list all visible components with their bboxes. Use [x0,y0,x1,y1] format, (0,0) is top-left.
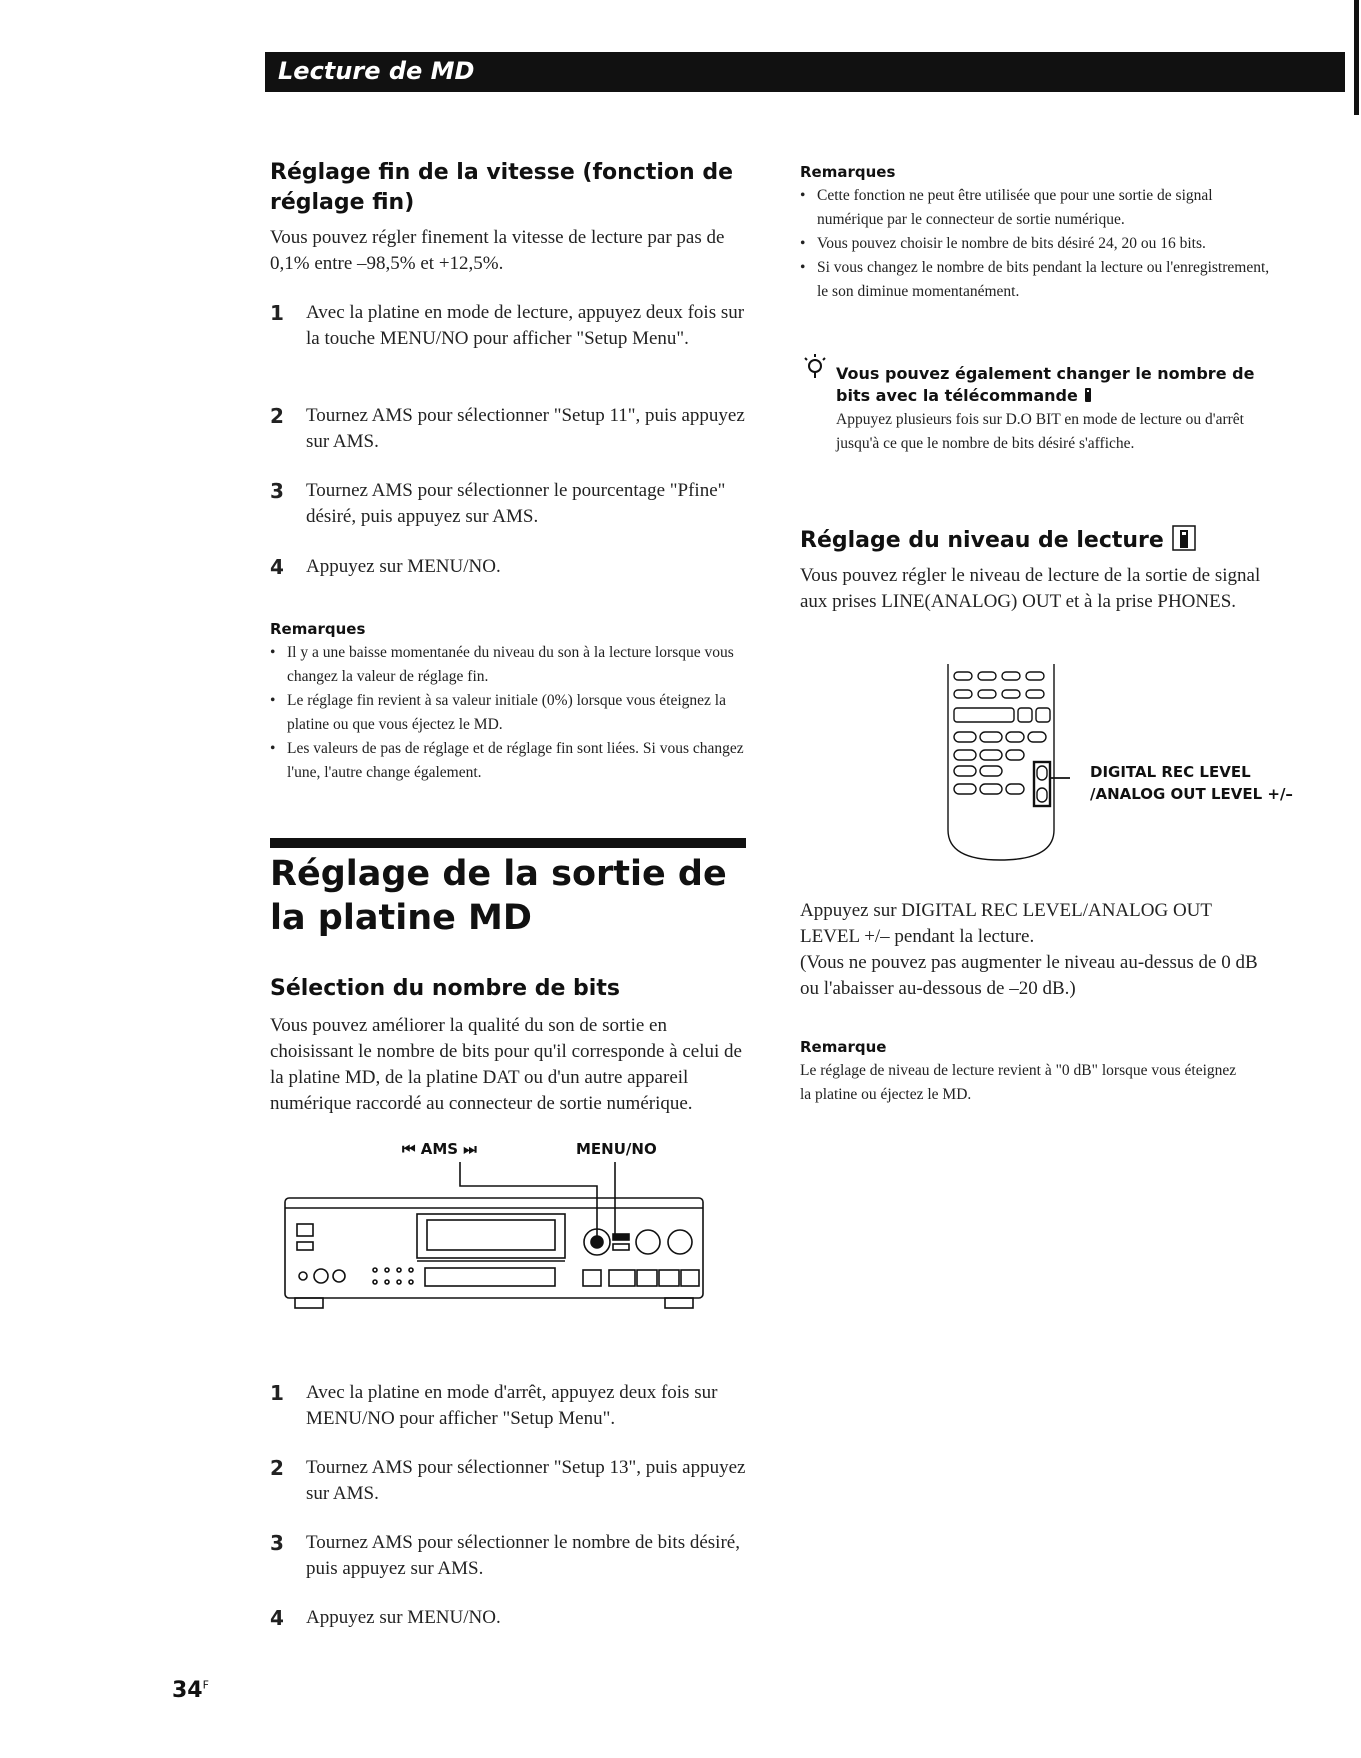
step-number: 4 [270,1606,284,1630]
callout-line-2: /ANALOG OUT LEVEL +/– [1090,785,1293,803]
menu-no-label: MENU/NO [576,1140,657,1158]
note-item: • Le réglage fin revient à sa valeur initiale (0%) lorsque vous éteignez la platine ou que vous éjectez le MD. [268,689,748,737]
step-text: Avec la platine en mode de lecture, appuyez deux fois sur la touche MENU/NO pour afficher "Setup Menu". [306,302,745,349]
step-text: Tournez AMS pour sélectionner le nombre de bits désiré, puis appuyez sur AMS. [306,1532,740,1579]
note-item: • Les valeurs de pas de réglage et de réglage fin sont liées. Si vous changez l'une, l'autre change également. [268,737,748,785]
note-item: • Si vous changez le nombre de bits pendant la lecture ou l'enregistrement, le son diminue momentanément. [798,256,1270,304]
level-range-note: (Vous ne pouvez pas augmenter le niveau au-dessus de 0 dB ou l'abaisser au-dessous de –20 dB.) [800,952,1258,999]
level-intro: Vous pouvez régler le niveau de lecture de la sortie de signal aux prises LINE(ANALOG) OUT et à la prise PHONES. [800,565,1261,612]
lightbulb-tip-icon [800,352,830,382]
page-number-value: 34 [172,1678,203,1703]
note-item: • Il y a une baisse momentanée du niveau du son à la lecture lorsque vous changez la valeur de réglage fin. [268,641,748,689]
section-rule [270,838,746,848]
output-section-title: Réglage de la sortie de la platine MD [270,854,727,938]
step-text: Appuyez sur MENU/NO. [306,1607,501,1628]
step-text: Tournez AMS pour sélectionner "Setup 11", puis appuyez sur AMS. [306,405,745,452]
level-remark-heading: Remarque [800,1038,887,1056]
step-number: 1 [270,301,284,325]
step-number: 1 [270,1381,284,1405]
step-number: 2 [270,404,284,428]
level-instructions: Appuyez sur DIGITAL REC LEVEL/ANALOG OUT LEVEL +/– pendant la lecture. [800,900,1212,947]
step-text: Tournez AMS pour sélectionner "Setup 13", puis appuyez sur AMS. [306,1457,746,1504]
md-deck-illustration [275,1158,715,1326]
fine-notes-heading: Remarques [270,620,366,638]
bits-intro: Vous pouvez améliorer la qualité du son de sortie en choisissant le nombre de bits pour qu'il corresponde à celui de la platine MD, de la platine DAT ou d'un autre appareil numérique raccordé au connecteur de sortie numérique. [270,1015,742,1114]
level-heading [800,524,1197,556]
remote-icon [1083,387,1093,403]
step-number: 2 [270,1456,284,1480]
page-edge-mark [1354,0,1359,115]
ams-label: ⏮ AMS ⏭ [402,1140,477,1158]
step-text: Tournez AMS pour sélectionner le pourcentage "Pfine" désiré, puis appuyez sur AMS. [306,480,726,527]
level-heading-text: Réglage du niveau de lecture [800,528,1164,553]
step-number: 3 [270,479,284,503]
note-item: • Cette fonction ne peut être utilisée que pour une sortie de signal numérique par le connecteur de sortie numérique. [798,184,1270,232]
page-number [172,1678,209,1703]
step-number: 3 [270,1531,284,1555]
remote-box-icon [1171,524,1197,552]
bits-notes-heading: Remarques [800,163,896,181]
fine-adjust-intro: Vous pouvez régler finement la vitesse de lecture par pas de 0,1% entre –98,5% et +12,5%. [270,227,725,274]
section-header-title: Lecture de MD [278,57,475,85]
callout-line-1: DIGITAL REC LEVEL [1090,763,1251,781]
step-text: Avec la platine en mode d'arrêt, appuyez deux fois sur MENU/NO pour afficher "Setup Menu". [306,1382,718,1429]
tip-heading [836,363,1276,407]
step-text: Appuyez sur MENU/NO. [306,556,501,577]
note-item: • Vous pouvez choisir le nombre de bits désiré 24, 20 ou 16 bits. [798,232,1270,256]
fine-adjust-heading: Réglage fin de la vitesse (fonction de réglage fin) [270,160,734,215]
bits-notes-list [798,184,1270,304]
step-number: 4 [270,555,284,579]
fine-notes-list [268,641,748,785]
bits-heading: Sélection du nombre de bits [270,976,620,1001]
page-number-suffix: F [202,1678,209,1692]
level-remark-text: Le réglage de niveau de lecture revient à "0 dB" lorsque vous éteignez la platine ou éjectez le MD. [800,1062,1237,1103]
tip-heading-text: Vous pouvez également changer le nombre de bits avec la télécommande [836,364,1255,405]
tip-text: Appuyez plusieurs fois sur D.O BIT en mode de lecture ou d'arrêt jusqu'à ce que le nombre de bits désiré s'affiche. [836,411,1244,452]
remote-control-illustration [940,660,1070,870]
remote-callout-label [1090,761,1293,805]
